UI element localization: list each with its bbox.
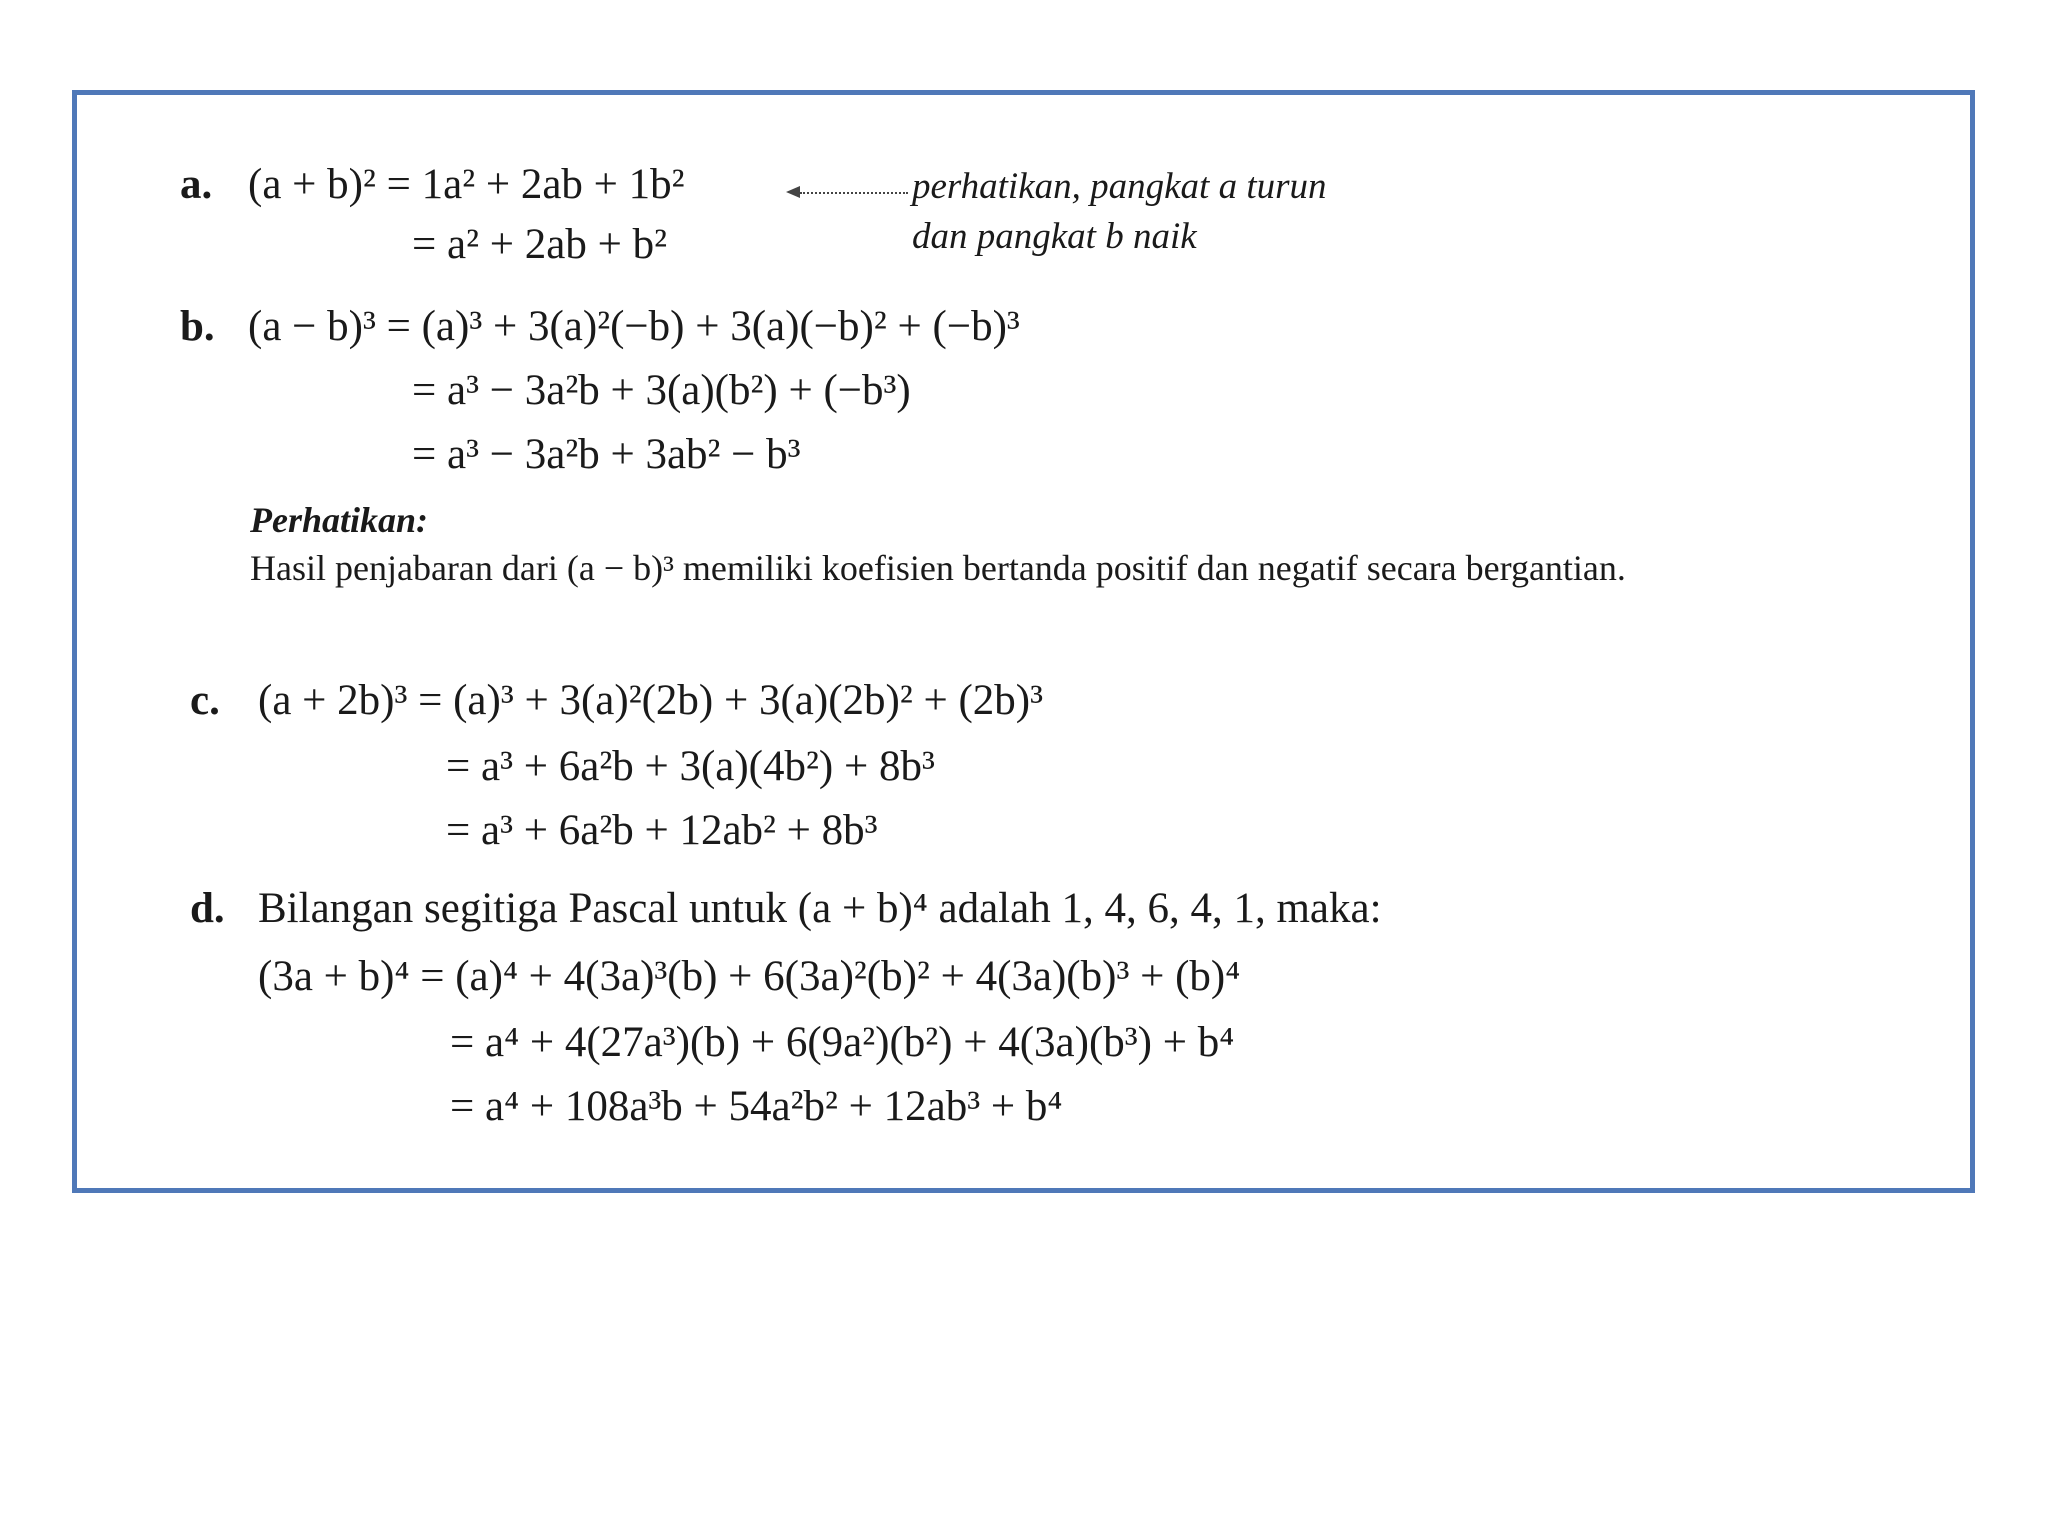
item-a-line1: (a + b)² = 1a² + 2ab + 1b² [248, 161, 685, 208]
item-b-line1: (a − b)³ = (a)³ + 3(a)²(−b) + 3(a)(−b)² + (−b)³ [248, 303, 1020, 350]
note-body: Hasil penjabaran dari (a − b)³ memiliki koefisien bertanda positif dan negatif secara bergantian. [250, 548, 1626, 588]
item-a-note-line2: dan pangkat b naik [912, 216, 1197, 257]
item-d-label: d. [190, 885, 225, 932]
item-d-line2: = a⁴ + 4(27a³)(b) + 6(9a²)(b²) + 4(3a)(b³) + b⁴ [450, 1019, 1235, 1066]
item-a-label: a. [180, 161, 213, 208]
item-c-line2: = a³ + 6a²b + 3(a)(4b²) + 8b³ [446, 743, 935, 790]
item-c-line3: = a³ + 6a²b + 12ab² + 8b³ [446, 807, 878, 854]
item-d-intro: Bilangan segitiga Pascal untuk (a + b)⁴ adalah 1, 4, 6, 4, 1, maka: [258, 885, 1382, 932]
item-d-line1: (3a + b)⁴ = (a)⁴ + 4(3a)³(b) + 6(3a)²(b)² + 4(3a)(b)³ + (b)⁴ [258, 953, 1241, 1000]
arrow-line [800, 192, 908, 194]
item-a-note-line1: perhatikan, pangkat a turun [912, 166, 1327, 207]
note-block [250, 496, 1650, 592]
arrow-left-icon [786, 186, 800, 198]
item-b-label: b. [180, 303, 215, 350]
item-b-line3: = a³ − 3a²b + 3ab² − b³ [412, 431, 801, 478]
item-c-line1: (a + 2b)³ = (a)³ + 3(a)²(2b) + 3(a)(2b)² + (2b)³ [258, 677, 1044, 724]
item-b-line2: = a³ − 3a²b + 3(a)(b²) + (−b³) [412, 367, 911, 414]
item-a-line2: = a² + 2ab + b² [412, 221, 667, 268]
note-heading: Perhatikan: [250, 500, 429, 540]
item-d-line3: = a⁴ + 108a³b + 54a²b² + 12ab³ + b⁴ [450, 1083, 1063, 1130]
item-c-label: c. [190, 677, 220, 724]
